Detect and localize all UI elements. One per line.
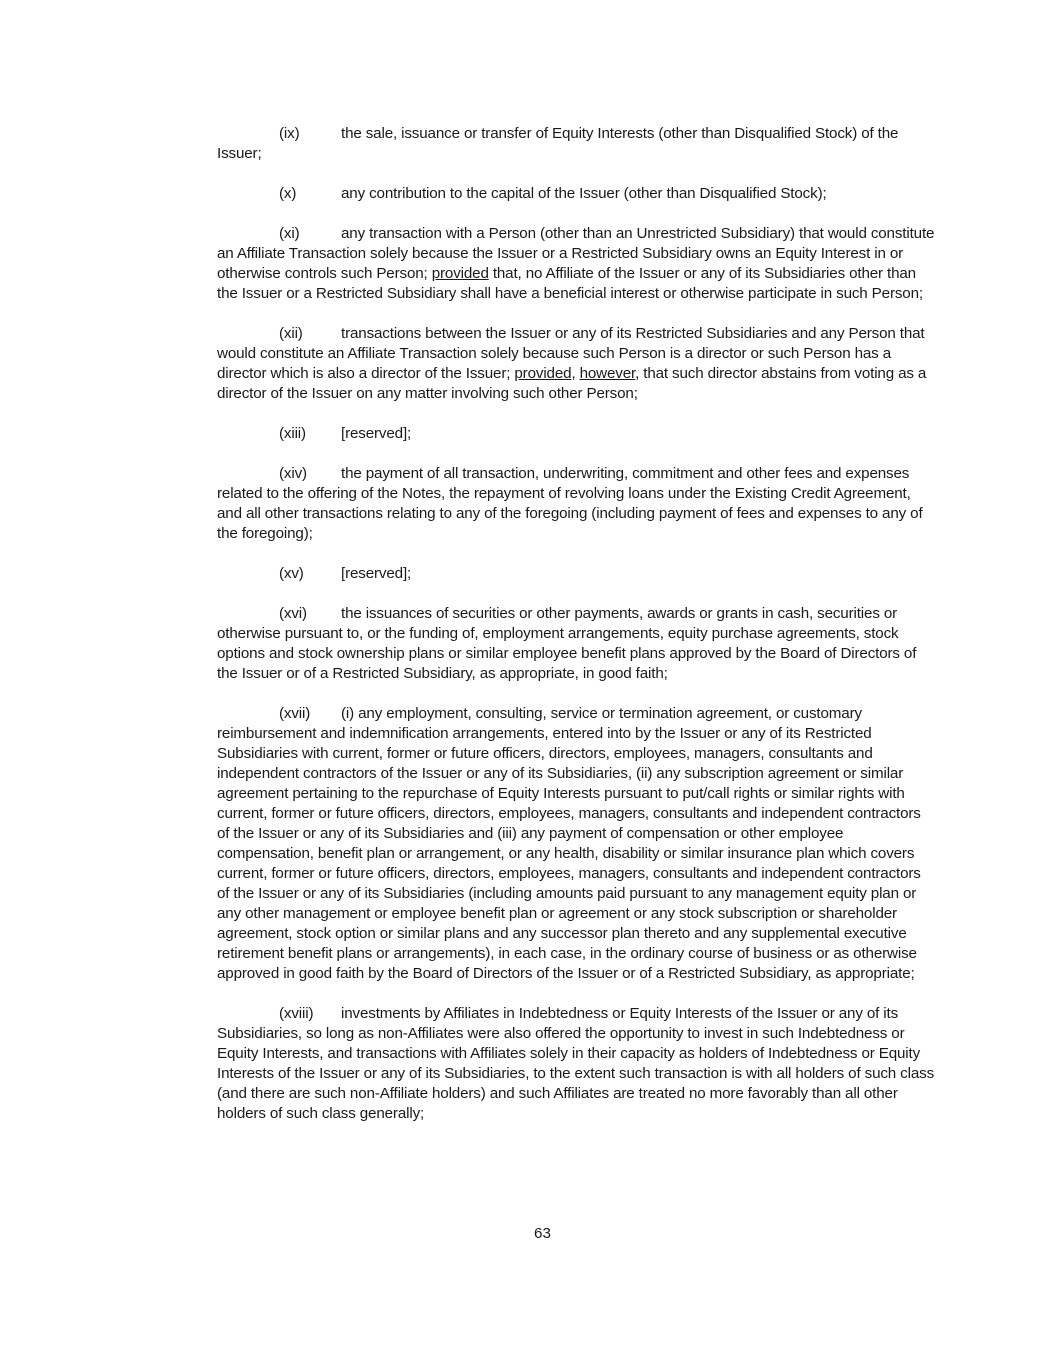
clause-text: [reserved]; [341, 425, 412, 442]
clause-ix [217, 124, 937, 164]
clause-number: (xvii) [279, 705, 311, 722]
clause-text: (i) any employment, consulting, service or termination agreement, or customary reimbursement and indemnification arrangements, entered into by the Issuer or any of its Restricted Subsidiaries with current, former or future officers, directors, employees, managers, consultants and independent contractors of the Issuer or any of its Subsidiaries, (ii) any subscription agreement or similar agreement pertaining to the repurchase of Equity Interests pursuant to put/call rights or similar rights with current, former or future officers, directors, employees, managers, consultants and independent contractors of the Issuer or any of its Subsidiaries and (iii) any payment of compensation or other employee compensation, benefit plan or arrangement, or any health, disability or similar insurance plan which covers current, former or future officers, directors, employees, managers, consultants and independent contractors of the Issuer or any of its Subsidiaries (including amounts paid pursuant to any management equity plan or any other management or employee benefit plan or agreement or any stock subscription or shareholder agreement, stock option or similar plans and any successor plan thereto and any supplemental executive retirement benefit plans or arrangements), in each case, in the ordinary course of business or as otherwise approved in good faith by the Board of Directors of the Issuer or of a Restricted Subsidiary, as appropriate; [217, 705, 921, 982]
clause-number: (xiii) [279, 425, 306, 442]
clause-text: the sale, issuance or transfer of Equity Interests (other than Disqualified Stock) of the Issuer; [217, 125, 899, 162]
clause-number: (xiv) [279, 465, 307, 482]
clause-number: (ix) [279, 125, 300, 142]
clause-text: transactions between the Issuer or any of its Restricted Subsidiaries and any Person that would constitute an Affiliate Transaction solely because such Person is a director or such Person has a director which is also a director of the Issuer; [217, 325, 925, 382]
body-text [217, 124, 937, 1144]
underlined-term: however [579, 365, 636, 382]
clause-text: that, no Affiliate of the Issuer or any of its Subsidiaries other than the Issuer or a Restricted Subsidiary shall have a beneficial interest or otherwise participate in such Person; [217, 265, 923, 302]
clause-x [217, 184, 937, 204]
clause-number: (xi) [279, 225, 300, 242]
clause-number: (x) [279, 185, 297, 202]
clause-text: [reserved]; [341, 565, 412, 582]
clause-text: any contribution to the capital of the Issuer (other than Disqualified Stock); [341, 185, 827, 202]
clause-text: the issuances of securities or other payments, awards or grants in cash, securities or otherwise pursuant to, or the funding of, employment arrangements, equity purchase agreements, stock options and stock ownership plans or similar employee benefit plans approved by the Board of Directors of the Issuer or of a Restricted Subsidiary, as appropriate, in good faith; [217, 605, 917, 682]
clause-xvii [217, 704, 937, 984]
clause-xiv [217, 464, 937, 544]
clause-xi [217, 224, 937, 304]
clause-number: (xviii) [279, 1005, 314, 1022]
clause-text: any transaction with a Person (other than an Unrestricted Subsidiary) that would constitute an Affiliate Transaction solely because the Issuer or a Restricted Subsidiary owns an Equity Interest in or otherwise controls such Person; [217, 225, 935, 282]
clause-text: investments by Affiliates in Indebtedness or Equity Interests of the Issuer or any of its Subsidiaries, so long as non-Affiliates were also offered the opportunity to invest in such Indebtedness or Equity Interests, and transactions with Affiliates solely in their capacity as holders of Indebtedness or Equity Interests of the Issuer or any of its Subsidiaries, to the extent such transaction is with all holders of such class (and there are such non-Affiliate holders) and such Affiliates are treated no more favorably than all other holders of such class generally; [217, 1005, 935, 1122]
clause-text: , [571, 365, 580, 382]
clause-xv [217, 564, 937, 584]
clause-text: the payment of all transaction, underwriting, commitment and other fees and expenses related to the offering of the Notes, the repayment of revolving loans under the Existing Credit Agreement, and all other transactions relating to any of the foregoing (including payment of fees and expenses to any of the foregoing); [217, 465, 923, 542]
clause-number: (xvi) [279, 605, 307, 622]
clause-number: (xii) [279, 325, 303, 342]
clause-text: , that such director abstains from voting as a director of the Issuer on any matter involving such other Person; [217, 365, 927, 402]
clause-xviii [217, 1004, 937, 1124]
clause-xiii [217, 424, 937, 444]
clause-number: (xv) [279, 565, 304, 582]
underlined-term: provided [431, 265, 489, 282]
clause-xii [217, 324, 937, 404]
clause-xvi [217, 604, 937, 684]
page-number: 63 [534, 1225, 551, 1242]
underlined-term: provided [514, 365, 572, 382]
